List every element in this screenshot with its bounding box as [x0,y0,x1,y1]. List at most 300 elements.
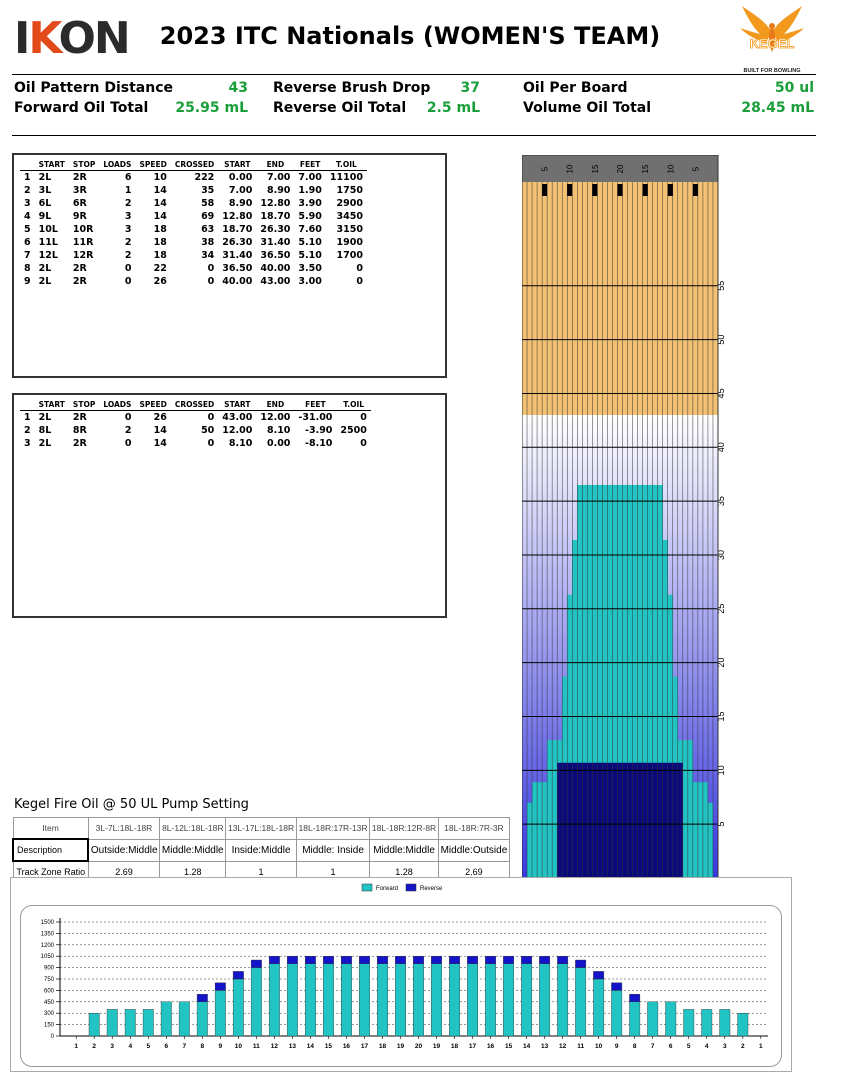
bar-forward [305,964,315,1036]
forward-table-cell: 6 [124,172,132,183]
forward-table-col-header: END [256,158,294,171]
x-tick-label: 8 [200,1043,205,1050]
reverse-table-cell: 2L [38,412,52,423]
oil-pattern-distance-value: 43 [228,80,248,96]
x-tick-label: 9 [614,1043,619,1050]
bar-forward [161,1002,171,1036]
forward-table-cell: 3.90 [298,198,322,209]
bar-forward [485,964,495,1036]
x-tick-label: 3 [722,1043,727,1050]
x-tick-label: 1 [74,1043,79,1050]
y-tick-label: 900 [43,965,54,972]
forward-table-cell: 26.30 [222,237,253,248]
bar-forward [702,1009,712,1036]
ratio-row-label: Description [13,839,88,861]
reverse-pass-table [12,393,447,618]
ratio-header-cell: 18L-18R:12R-8R [370,818,439,840]
arrow-marker [643,184,648,196]
forward-table-cell: 11L [38,237,58,248]
reverse-oil-total-label: Reverse Oil Total [273,100,407,116]
forward-table-cell: 1750 [336,185,363,196]
forward-table-cell: 14 [153,185,167,196]
forward-table-cell: 14 [153,211,167,222]
x-tick-label: 11 [577,1043,585,1050]
reverse-table-cell: 50 [201,425,215,436]
forward-table-cell: 34 [201,250,215,261]
stats-divider [12,135,816,136]
bar-reverse [539,956,549,964]
reverse-table-col-header: FEET [294,398,336,411]
reverse-table-col-header: LOADS [99,398,135,411]
arrow-marker [618,184,623,196]
ratio-cell: 1.28 [370,861,439,883]
bar-forward [287,964,297,1036]
forward-table-cell: 18 [153,224,167,235]
x-tick-label: 9 [218,1043,223,1050]
distance-label: 50 [716,334,726,345]
bar-forward [125,1009,135,1036]
forward-table-cell: 18 [153,237,167,248]
reverse-table-cell: -31.00 [298,412,333,423]
x-tick-label: 12 [270,1043,278,1050]
bar-reverse [233,971,243,979]
forward-table-cell: 35 [201,185,215,196]
reverse-table-cell: 14 [153,425,167,436]
forward-table-cell: 5.10 [298,237,322,248]
reverse-table-cell: 12.00 [222,425,253,436]
forward-table-cell: 3150 [336,224,363,235]
forward-table-cell: 8.90 [228,198,253,209]
bar-forward [107,1009,117,1036]
x-tick-label: 7 [650,1043,655,1050]
pump-setting-caption: Kegel Fire Oil @ 50 UL Pump Setting [14,797,249,812]
forward-table-cell: 3.00 [298,276,322,287]
y-tick-label: 750 [43,977,54,983]
forward-pass-table [12,153,447,378]
bar-reverse [611,983,621,991]
reverse-table-col-header: START [218,398,256,411]
bar-forward [665,1002,675,1036]
bar-reverse [215,983,225,991]
forward-table-cell: 10 [153,172,167,183]
y-tick-label: 1200 [40,942,54,949]
forward-table-cell: 3.50 [298,263,322,274]
bar-reverse [377,956,387,964]
reverse-table-cell: 2R [72,412,87,423]
reverse-table-cell: 14 [153,438,167,449]
x-tick-label: 20 [414,1043,423,1050]
forward-table-row [20,223,367,236]
x-tick-label: 2 [92,1043,97,1050]
x-tick-label: 10 [234,1043,242,1050]
reverse-oil-total-value: 2.5 mL [426,100,480,116]
board-marker-label: 10 [666,164,676,174]
bar-reverse [449,956,459,964]
forward-table-cell: 26.30 [260,224,291,235]
board-marker-label: 10 [565,164,575,174]
bar-forward [575,968,585,1036]
reverse-table-cell: -8.10 [305,438,333,449]
ratio-header-cell: 18L-18R:17R-13R [296,818,369,840]
arrow-marker [567,184,572,196]
forward-table-col-header: LOADS [99,158,135,171]
reverse-table-cell: 0 [124,438,132,449]
forward-table-col-header: T.OIL [326,158,367,171]
reverse-table-cell: 8L [38,425,52,436]
forward-table-cell: 6R [72,198,87,209]
reverse-table-cell: 2L [38,438,52,449]
bar-reverse [521,956,531,964]
x-tick-label: 7 [182,1043,187,1050]
reverse-table-cell: 0 [207,412,215,423]
ratio-header-cell: 18L-18R:7R-3R [438,818,509,840]
bar-forward [323,964,333,1036]
forward-table-row [20,171,367,185]
bar-reverse [269,956,279,964]
bar-forward [89,1013,99,1036]
forward-table-cell: 6L [38,198,52,209]
forward-table-cell: 5.90 [298,211,322,222]
reverse-table-cell: -3.90 [305,425,333,436]
bar-forward [395,964,405,1036]
reverse-table-row [20,424,371,437]
bar-reverse [485,956,495,964]
ratio-cell: 2.69 [88,861,160,883]
x-tick-label: 19 [396,1043,405,1050]
ratio-header-cell: 8L-12L:18L-18R [160,818,226,840]
kegel-logo [736,2,808,74]
bar-forward [233,979,243,1036]
volume-oil-total-value: 28.45 mL [741,100,814,116]
reverse-table-col-header: END [256,398,294,411]
bar-forward [197,1002,207,1036]
forward-table-cell: 1900 [336,237,363,248]
header-divider [12,74,816,75]
distance-label: 35 [716,496,726,507]
bar-forward [215,990,225,1036]
bar-forward [611,990,621,1036]
forward-table-cell: 7 [24,250,31,261]
arrow-marker [592,184,597,196]
ratio-cell: Middle:Outside [438,839,509,861]
distance-label: 20 [716,657,726,668]
forward-table-cell: 0 [207,263,215,274]
forward-table-cell: 69 [201,211,215,222]
ratio-header-cell: 3L-7L:18L-18R [88,818,160,840]
reverse-table-cell: 0 [124,412,132,423]
forward-table-cell: 0 [207,276,215,287]
ratio-cell: Middle: Inside [296,839,369,861]
x-tick-label: 3 [110,1043,115,1050]
bar-forward [413,964,423,1036]
forward-table-cell: 12R [72,250,94,261]
forward-table-cell: 0.00 [228,172,253,183]
forward-table-cell: 5.10 [298,250,322,261]
forward-table-row [20,249,367,262]
x-tick-label: 1 [758,1043,763,1050]
bar-forward [251,968,261,1036]
forward-table-col-header: START [35,158,69,171]
bar-forward [557,964,567,1036]
bar-forward [449,964,459,1036]
x-tick-label: 4 [128,1043,133,1050]
x-tick-label: 16 [342,1043,351,1050]
y-tick-label: 1050 [40,954,54,961]
bar-forward [431,964,441,1036]
forward-table-row [20,236,367,249]
x-tick-label: 11 [252,1043,260,1050]
reverse-table-cell: 8.10 [266,425,291,436]
distance-label: 5 [716,821,726,827]
ikon-logo [14,13,129,64]
forward-table-cell: 31.40 [222,250,253,261]
forward-table-cell: 1 [124,185,132,196]
reverse-table-col-header: T.OIL [336,398,370,411]
y-tick-label: 600 [43,988,54,995]
forward-table-cell: 12.80 [260,198,291,209]
ratio-cell: Inside:Middle [226,839,297,861]
forward-table-col-header: STOP [69,158,99,171]
ratio-cell: 2.69 [438,861,509,883]
forward-table-cell: 43.00 [260,276,291,287]
forward-table-col-header: SPEED [135,158,170,171]
forward-table-cell: 8 [24,263,31,274]
forward-table-cell: 7.00 [228,185,253,196]
reverse-table-cell: 0 [360,438,367,449]
kegel-brand: KEGEL [749,36,795,51]
forward-table-cell: 22 [153,263,167,274]
ratio-cell: Middle:Middle [370,839,439,861]
forward-table-cell: 12.80 [222,211,253,222]
forward-table-cell: 1700 [336,250,363,261]
reverse-table-cell: 2 [24,425,31,436]
forward-table-cell: 7.00 [266,172,291,183]
forward-table-cell: 26 [153,276,167,287]
y-tick-label: 1500 [40,920,54,926]
bar-forward [738,1013,748,1036]
bar-reverse [557,956,567,964]
x-tick-label: 19 [432,1043,441,1050]
forward-table-cell: 36.50 [260,250,291,261]
ikon-logo-k: K [28,13,59,64]
forward-table-cell: 9R [72,211,87,222]
forward-table-cell: 11R [72,237,94,248]
bar-forward [341,964,351,1036]
ratio-row [13,839,510,861]
x-tick-label: 12 [559,1043,567,1050]
arrow-marker [693,184,698,196]
forward-table-cell: 31.40 [260,237,291,248]
forward-oil-total-label: Forward Oil Total [14,100,149,116]
forward-table-cell: 18.70 [260,211,291,222]
bar-forward [179,1002,189,1036]
reverse-oil-block [557,763,683,878]
forward-table-cell: 2 [124,237,132,248]
bar-forward [521,964,531,1036]
forward-oil-total-value: 25.95 mL [175,100,248,116]
bar-reverse [431,956,441,964]
page-title: 2023 ITC Nationals (WOMEN'S TEAM) [159,22,661,50]
forward-table-cell: 8.90 [266,185,291,196]
x-tick-label: 6 [668,1043,673,1050]
distance-label: 45 [716,388,726,399]
forward-table-cell: 40.00 [222,276,253,287]
x-tick-label: 17 [360,1043,369,1050]
board-marker-label: 5 [691,166,701,172]
forward-table-col-header: CROSSED [171,158,218,171]
forward-table-cell: 3 [124,211,132,222]
reverse-table-cell: 0 [360,412,367,423]
ikon-logo-i: I [14,13,29,64]
forward-table-cell: 63 [201,224,215,235]
lane-oil-graphic [522,155,737,878]
forward-table-cell: 3 [24,198,31,209]
bar-forward [503,964,513,1036]
forward-table-cell: 2 [24,185,31,196]
forward-table-cell: 2 [124,250,132,261]
x-tick-label: 15 [504,1043,513,1050]
track-zone-ratio-table [12,817,510,883]
bar-reverse [503,956,513,964]
x-tick-label: 4 [704,1043,709,1050]
forward-table-cell: 3L [38,185,52,196]
forward-table-cell: 0 [356,276,363,287]
bar-reverse [287,956,297,964]
forward-table-cell: 2 [124,198,132,209]
forward-table-cell: 4 [24,211,31,222]
ratio-cell: 1 [296,861,369,883]
reverse-table-col-header: STOP [69,398,99,411]
reverse-table-row [20,437,371,450]
arrow-marker [542,184,547,196]
forward-table-cell: 1.90 [298,185,322,196]
reverse-table-col-header: CROSSED [171,398,218,411]
distance-label: 15 [716,711,726,722]
y-tick-label: 450 [43,999,54,1006]
x-tick-label: 18 [450,1043,459,1050]
distance-label: 55 [716,280,726,291]
bar-forward [359,964,369,1036]
bar-reverse [467,956,477,964]
reverse-table-cell: 3 [24,438,31,449]
ratio-cell: 1.28 [160,861,226,883]
x-tick-label: 14 [306,1043,315,1050]
forward-table-cell: 2R [72,276,87,287]
forward-pass-grid [20,158,367,288]
forward-table-col-header: FEET [294,158,325,171]
forward-table-cell: 3 [124,224,132,235]
reverse-table-cell: 0.00 [266,438,291,449]
y-tick-label: 300 [43,1011,54,1018]
reverse-table-cell: 26 [153,412,167,423]
forward-table-cell: 2L [38,263,52,274]
forward-table-cell: 18 [153,250,167,261]
forward-table-cell: 58 [201,198,215,209]
forward-table-row [20,275,367,288]
forward-table-cell: 1 [24,172,31,183]
forward-table-cell: 10R [72,224,94,235]
board-marker-label: 15 [590,164,600,174]
oil-pattern-distance-label: Oil Pattern Distance [14,80,173,96]
x-tick-label: 16 [486,1043,495,1050]
reverse-brush-drop-label: Reverse Brush Drop [273,80,431,96]
forward-table-cell: 222 [194,172,215,183]
ikon-logo-on: ON [58,13,129,64]
bar-forward [539,964,549,1036]
legend-label-reverse: Reverse [420,886,443,892]
forward-table-cell: 3450 [336,211,363,222]
bar-forward [377,964,387,1036]
x-tick-label: 18 [378,1043,387,1050]
bar-forward [720,1009,730,1036]
x-tick-label: 17 [468,1043,477,1050]
forward-table-cell: 0 [124,263,132,274]
forward-table-cell: 10L [38,224,58,235]
ratio-row-label: Track Zone Ratio [13,861,88,883]
oil-per-board-chart [10,878,790,1070]
reverse-table-cell: 12.00 [260,412,291,423]
bar-forward [467,964,477,1036]
y-tick-label: 1350 [40,931,54,938]
ratio-cell: 1 [226,861,297,883]
forward-table-cell: 2L [38,172,52,183]
reverse-table-cell: 2 [124,425,132,436]
board-marker-label: 20 [616,164,625,174]
ratio-cell: Middle:Middle [160,839,226,861]
forward-table-cell: 11100 [329,172,363,183]
x-tick-label: 6 [164,1043,169,1050]
forward-table-col-header [20,158,35,171]
x-tick-label: 10 [595,1043,603,1050]
reverse-table-cell: 2500 [340,425,367,436]
distance-label: 25 [716,603,726,614]
forward-table-cell: 40.00 [260,263,291,274]
forward-table-cell: 5 [24,224,31,235]
bar-reverse [395,956,405,964]
x-tick-label: 5 [686,1043,691,1050]
bar-forward [593,979,603,1036]
forward-table-cell: 38 [201,237,215,248]
bar-forward [647,1002,657,1036]
legend-label-forward: Forward [376,886,399,892]
x-tick-label: 13 [288,1043,297,1050]
bar-reverse [341,956,351,964]
forward-table-cell: 9L [38,211,52,222]
reverse-table-cell: 43.00 [222,412,253,423]
x-tick-label: 2 [740,1043,745,1050]
reverse-table-cell: 1 [24,412,31,423]
bar-forward [684,1009,694,1036]
y-tick-label: 0 [50,1034,54,1040]
forward-table-cell: 3R [72,185,87,196]
forward-table-row [20,262,367,275]
x-tick-label: 13 [540,1043,549,1050]
bar-forward [143,1009,153,1036]
forward-table-cell: 7.60 [298,224,322,235]
forward-table-cell: 2900 [336,198,363,209]
forward-table-row [20,184,367,197]
bar-reverse [323,956,333,964]
bar-forward [269,964,279,1036]
forward-table-cell: 2R [72,172,87,183]
legend-swatch-reverse [406,884,416,891]
forward-table-cell: 36.50 [222,263,253,274]
reverse-table-cell: 8R [72,425,87,436]
ratio-header-row [13,818,510,840]
forward-table-row [20,210,367,223]
kegel-tagline: BUILT FOR BOWLING [743,68,801,74]
forward-table-cell: 0 [124,276,132,287]
